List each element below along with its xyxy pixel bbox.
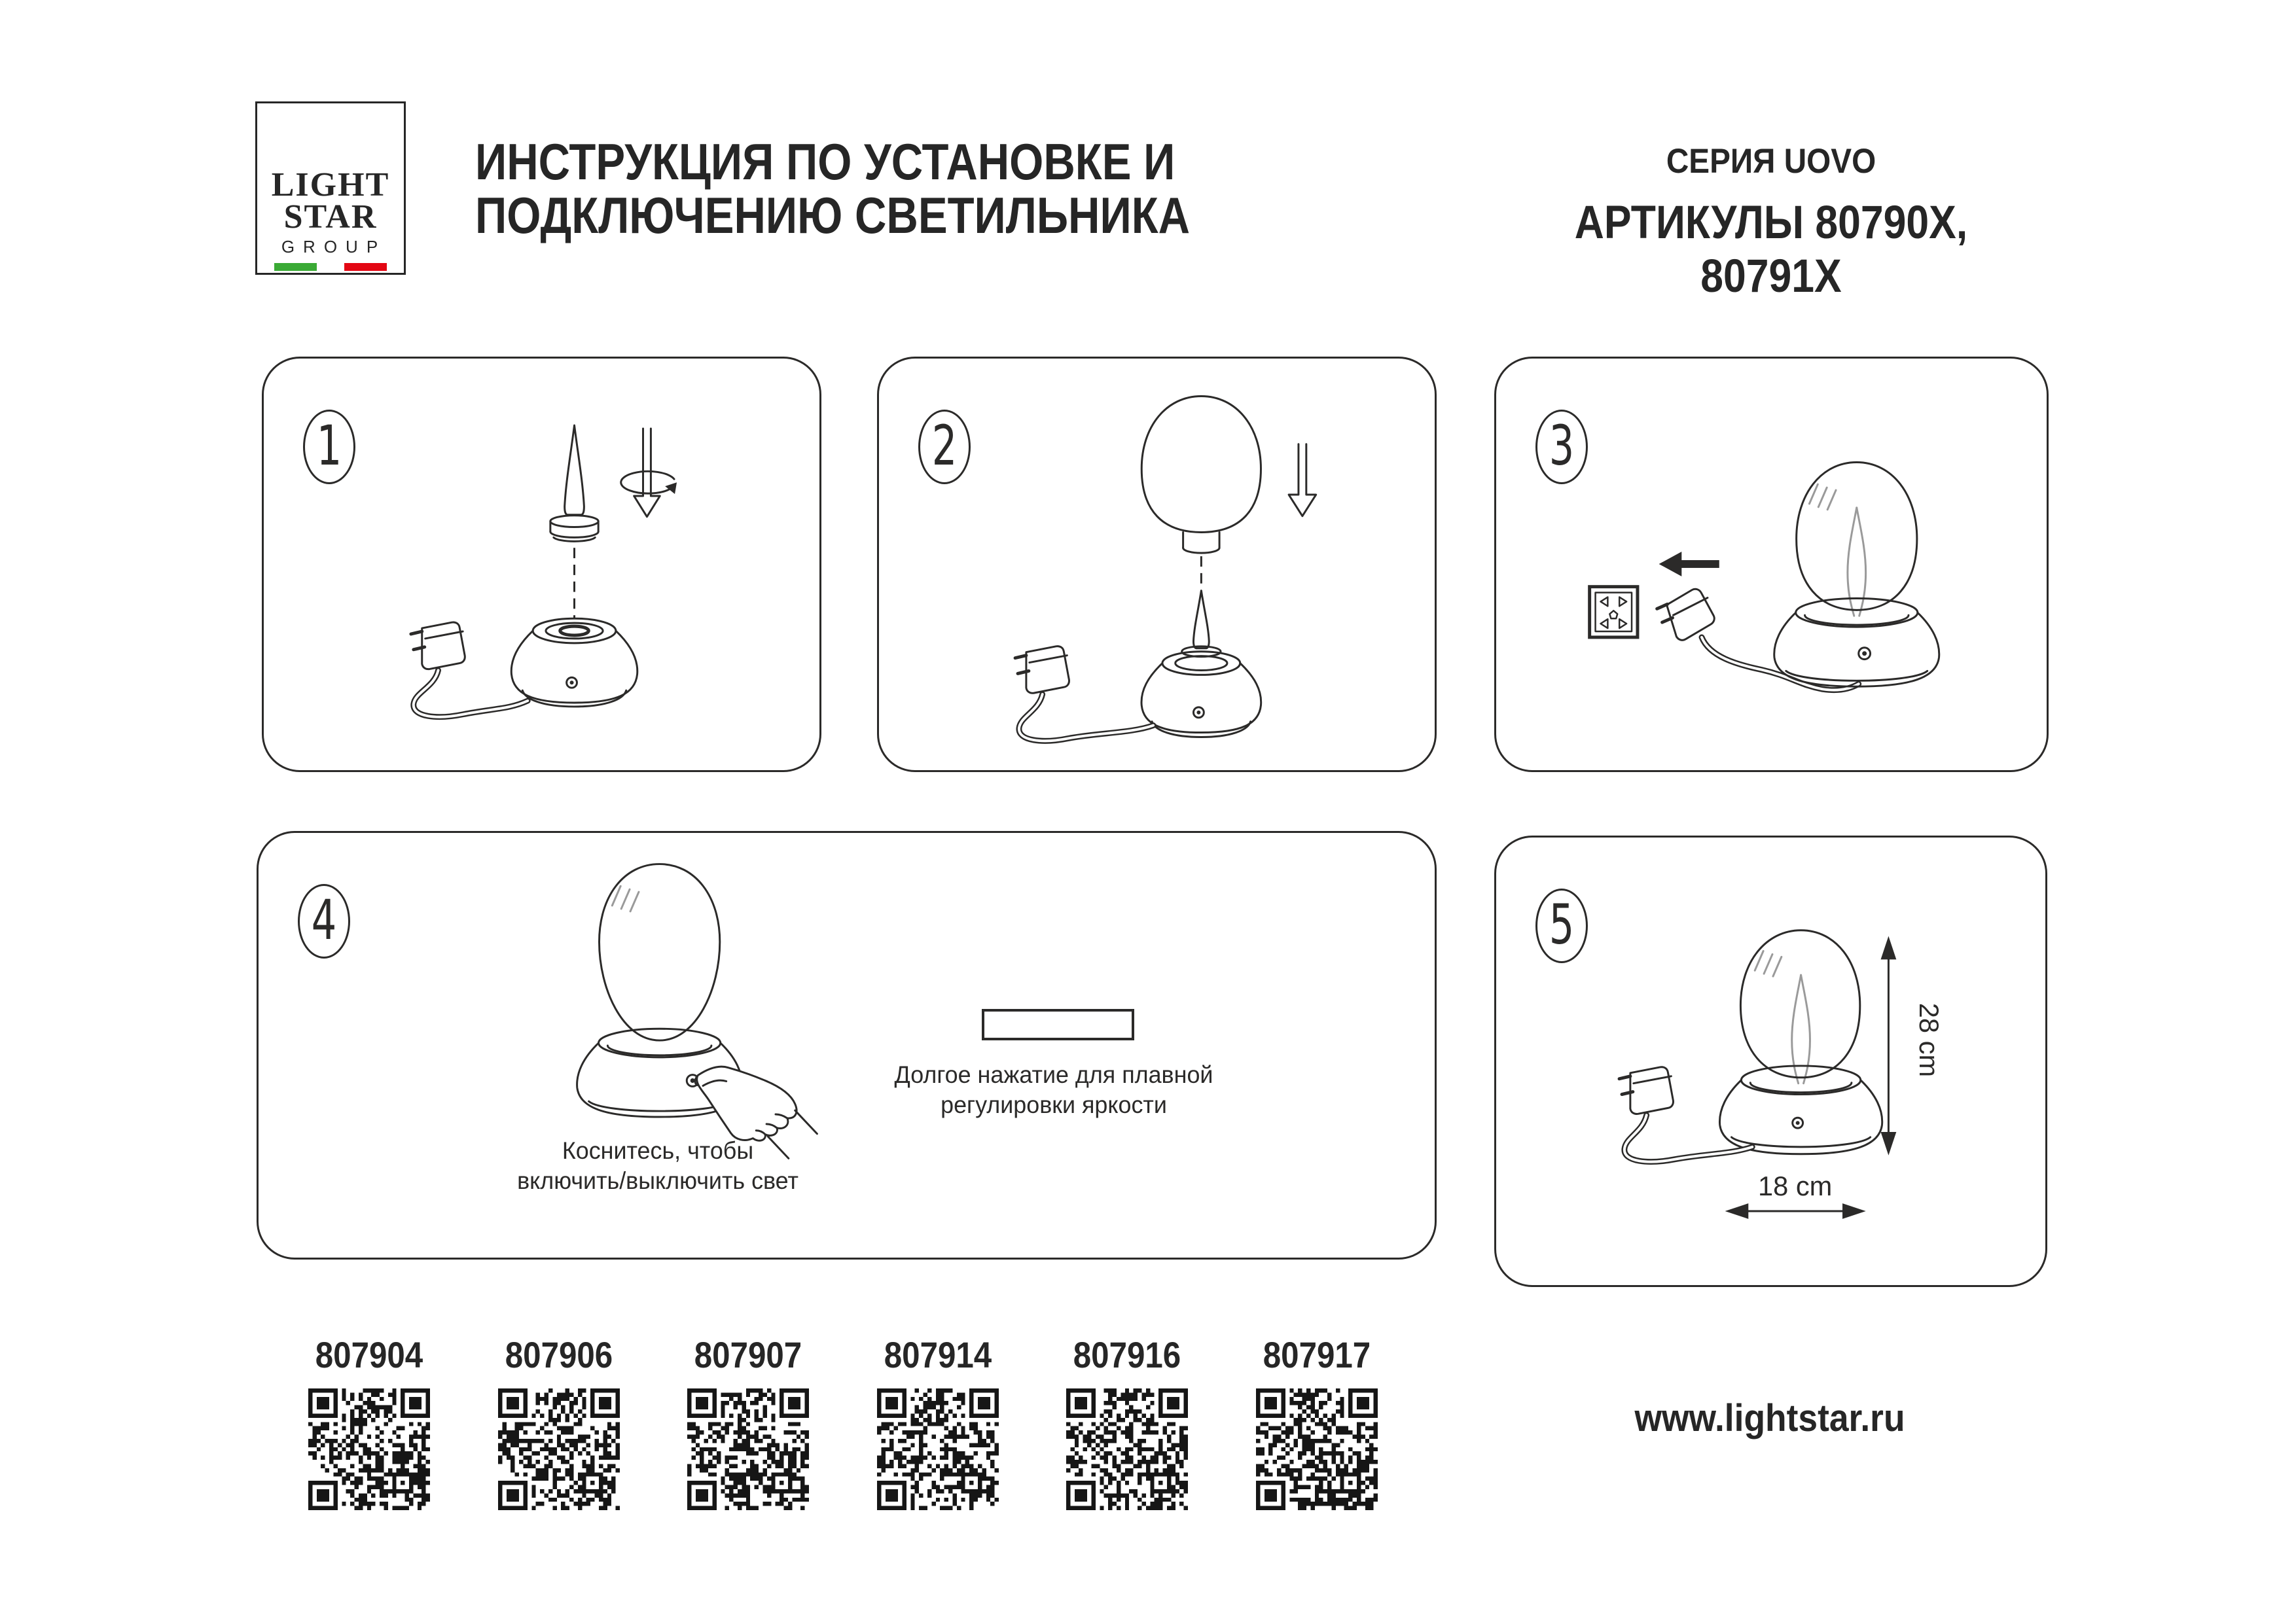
step-panel-1: [262, 357, 821, 772]
lamp-base: [511, 618, 637, 707]
step-panel-3: [1494, 357, 2049, 772]
flag-white: [317, 263, 344, 271]
article-number: 807904: [315, 1334, 423, 1375]
qr-code: [687, 1388, 809, 1510]
lightstar-logo: [255, 101, 406, 275]
lamp-base: [1141, 652, 1261, 737]
power-adapter: [1619, 1067, 1673, 1114]
step-number: 3: [1549, 414, 1575, 478]
illustration-mount-shade: [879, 359, 1435, 770]
page-title-line1: ИНСТРУКЦИЯ ПО УСТАНОВКЕ И: [475, 133, 1175, 190]
step-number: 4: [311, 888, 337, 952]
power-cord: [414, 670, 528, 716]
italian-flag-bar: [274, 263, 387, 271]
left-arrow-icon: [1659, 552, 1719, 576]
articles-line1: АРТИКУЛЫ 80790X,: [1574, 197, 1968, 249]
step-number: 2: [931, 414, 958, 478]
power-cord: [1702, 637, 1859, 690]
logo-group: GROUP: [281, 237, 387, 256]
assembled-lamp: [1774, 462, 1939, 686]
article-number: 807917: [1263, 1334, 1371, 1375]
power-adapter: [411, 622, 465, 669]
long-press-caption-line2: регулировки яркости: [941, 1091, 1167, 1118]
website-url: www.lightstar.ru: [1634, 1397, 1905, 1439]
glass-shade: [1141, 396, 1261, 553]
step-panel-2: [877, 357, 1437, 772]
page-title: [475, 135, 1263, 242]
qr-code: [498, 1388, 620, 1510]
wall-socket: [1590, 587, 1638, 637]
article-number: 807906: [505, 1334, 613, 1375]
illustration-dimensions: [1496, 838, 2045, 1285]
power-adapter: [1657, 589, 1715, 640]
qr-code: [1256, 1388, 1378, 1510]
rotate-down-arrow-icon: [621, 429, 677, 517]
article-number: 807916: [1073, 1334, 1181, 1375]
lamp-spike: [1182, 591, 1221, 657]
series-label: СЕРИЯ UOVO: [1666, 142, 1876, 181]
power-adapter: [1015, 646, 1069, 694]
step-number: 5: [1549, 892, 1575, 957]
down-arrow-icon: [1289, 444, 1316, 516]
width-dimension-arrow: [1725, 1171, 1866, 1219]
illustration-plug-in: [1496, 359, 2047, 770]
power-cord: [1019, 694, 1153, 741]
step-number: 1: [316, 414, 342, 478]
touch-caption: [436, 1136, 880, 1196]
qr-code: [308, 1388, 430, 1510]
long-press-indicator: [982, 1009, 1134, 1040]
qr-code: [877, 1388, 999, 1510]
illustration-insert-spike: [264, 359, 819, 770]
height-label: 28 cm: [1914, 1002, 1945, 1078]
width-label: 18 cm: [1757, 1171, 1833, 1202]
flag-green: [274, 263, 317, 271]
lamp-spike: [550, 425, 598, 541]
long-press-caption-line1: Долгое нажатие для плавной: [894, 1061, 1213, 1088]
height-dimension-arrow: [1881, 936, 1945, 1156]
page-title-line2: ПОДКЛЮЧЕНИЮ СВЕТИЛЬНИКА: [475, 186, 1191, 244]
articles-line2: 80791X: [1700, 251, 1842, 302]
qr-code: [1066, 1388, 1188, 1510]
assembled-lamp: [1719, 930, 1882, 1154]
touch-caption-line2: включить/выключить свет: [517, 1167, 798, 1194]
logo-star: STAR: [283, 198, 378, 236]
touch-caption-line1: Коснитесь, чтобы: [562, 1137, 754, 1164]
step-panel-5: [1494, 836, 2047, 1287]
flag-red: [344, 263, 387, 271]
article-number: 807914: [884, 1334, 992, 1375]
logo-light: LIGHT: [271, 166, 390, 203]
long-press-caption: [832, 1060, 1276, 1120]
article-number: 807907: [694, 1334, 802, 1375]
